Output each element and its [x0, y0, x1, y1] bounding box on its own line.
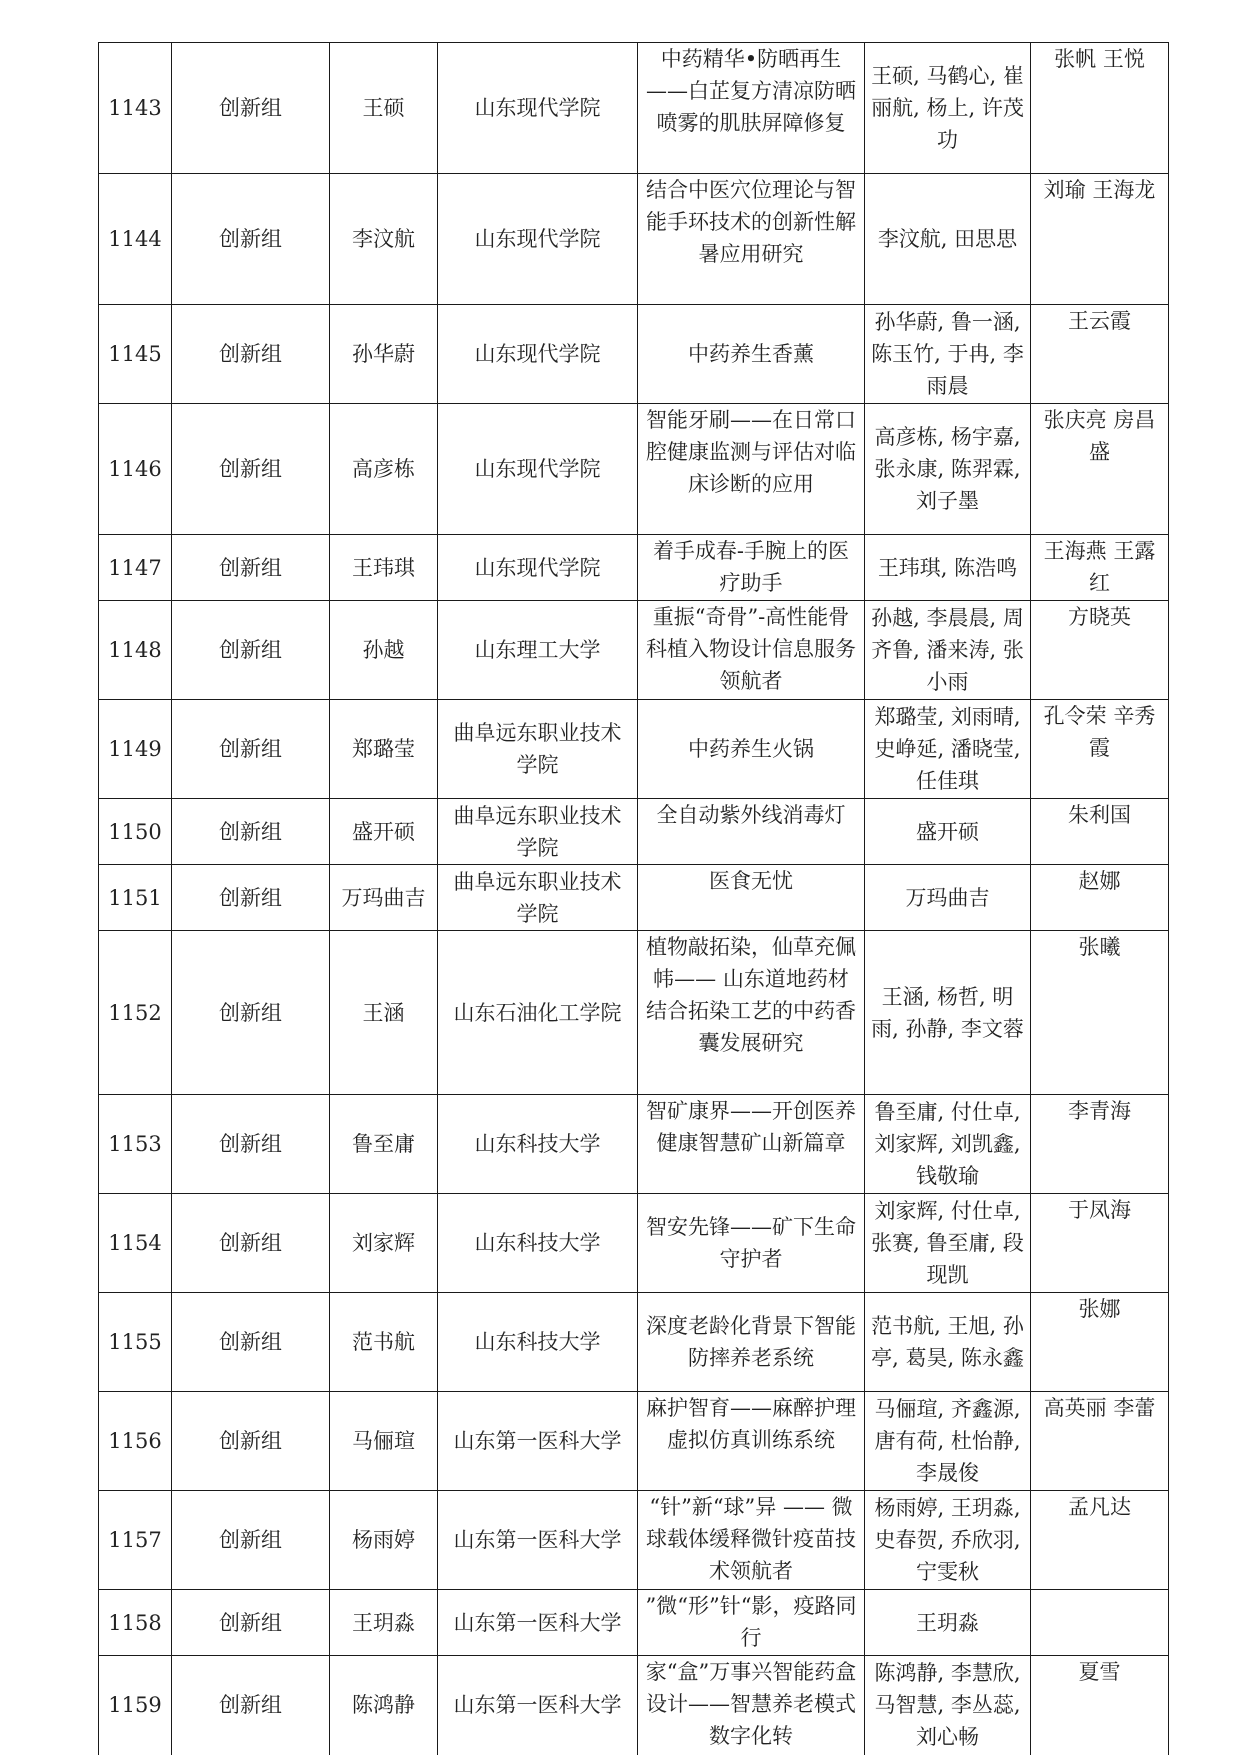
team-leader: 杨雨婷 [330, 1491, 438, 1590]
team-members: 王玮琪, 陈浩鸣 [865, 535, 1031, 601]
team-leader: 李汶航 [330, 174, 438, 305]
group-category: 创新组 [172, 174, 330, 305]
table-row [99, 174, 1169, 305]
entry-number: 1151 [99, 865, 172, 931]
team-leader: 刘家辉 [330, 1194, 438, 1293]
team-leader: 孙越 [330, 601, 438, 700]
school-name: 山东第一医科大学 [438, 1491, 638, 1590]
project-title: 中药养生香薰 [638, 305, 865, 404]
team-members: 陈鸿静, 李慧欣, 马智慧, 李丛蕊, 刘心畅 [865, 1656, 1031, 1755]
table-row [99, 799, 1169, 865]
entry-number: 1145 [99, 305, 172, 404]
school-name: 山东科技大学 [438, 1095, 638, 1194]
project-title: 全自动紫外线消毒灯 [638, 799, 865, 865]
group-category: 创新组 [172, 305, 330, 404]
entry-number: 1143 [99, 43, 172, 174]
project-title: 着手成春-手腕上的医疗助手 [638, 535, 865, 601]
entry-number: 1148 [99, 601, 172, 700]
entry-number: 1152 [99, 931, 172, 1095]
group-category: 创新组 [172, 1095, 330, 1194]
project-title: 重振“奇骨”-高性能骨科植入物设计信息服务领航者 [638, 601, 865, 700]
team-members: 范书航, 王旭, 孙亭, 葛昊, 陈永鑫 [865, 1293, 1031, 1392]
table-row [99, 404, 1169, 535]
entry-number: 1149 [99, 700, 172, 799]
team-leader: 范书航 [330, 1293, 438, 1392]
table-row [99, 1392, 1169, 1491]
table-row [99, 1590, 1169, 1656]
project-title: ”微“形”针“影，疫路同行 [638, 1590, 865, 1656]
school-name: 山东现代学院 [438, 305, 638, 404]
advisor-names: 张娜 [1031, 1293, 1169, 1392]
school-name: 山东科技大学 [438, 1194, 638, 1293]
group-category: 创新组 [172, 1491, 330, 1590]
advisor-names: 张帆 王悦 [1031, 43, 1169, 174]
advisor-names: 朱利国 [1031, 799, 1169, 865]
advisor-names: 王云霞 [1031, 305, 1169, 404]
table-row [99, 535, 1169, 601]
advisor-names: 张曦 [1031, 931, 1169, 1095]
entry-number: 1147 [99, 535, 172, 601]
school-name: 山东理工大学 [438, 601, 638, 700]
table-row [99, 1194, 1169, 1293]
entry-number: 1144 [99, 174, 172, 305]
team-leader: 万玛曲吉 [330, 865, 438, 931]
project-title: 中药养生火锅 [638, 700, 865, 799]
project-title: “针”新“球”异 —— 微球载体缓释微针疫苗技术领航者 [638, 1491, 865, 1590]
table-row [99, 700, 1169, 799]
project-title: 深度老龄化背景下智能防摔养老系统 [638, 1293, 865, 1392]
school-name: 山东第一医科大学 [438, 1392, 638, 1491]
entry-number: 1150 [99, 799, 172, 865]
advisor-names: 夏雪 [1031, 1656, 1169, 1755]
team-members: 李汶航, 田思思 [865, 174, 1031, 305]
team-members: 鲁至庸, 付仕卓, 刘家辉, 刘凯鑫, 钱敬瑜 [865, 1095, 1031, 1194]
team-members: 刘家辉, 付仕卓, 张赛, 鲁至庸, 段现凯 [865, 1194, 1031, 1293]
team-leader: 高彦栋 [330, 404, 438, 535]
team-leader: 王玮琪 [330, 535, 438, 601]
entry-number: 1159 [99, 1656, 172, 1755]
group-category: 创新组 [172, 404, 330, 535]
group-category: 创新组 [172, 1392, 330, 1491]
school-name: 山东石油化工学院 [438, 931, 638, 1095]
advisor-names: 孔令荣 辛秀霞 [1031, 700, 1169, 799]
table-row [99, 1293, 1169, 1392]
project-title: 麻护智育——麻醉护理虚拟仿真训练系统 [638, 1392, 865, 1491]
team-members: 王涵, 杨哲, 明雨, 孙静, 李文蓉 [865, 931, 1031, 1095]
team-leader: 王玥淼 [330, 1590, 438, 1656]
team-members: 孙华蔚, 鲁一涵, 陈玉竹, 于冉, 李雨晨 [865, 305, 1031, 404]
team-leader: 王涵 [330, 931, 438, 1095]
school-name: 曲阜远东职业技术学院 [438, 799, 638, 865]
entry-number: 1154 [99, 1194, 172, 1293]
school-name: 山东科技大学 [438, 1293, 638, 1392]
group-category: 创新组 [172, 1194, 330, 1293]
advisor-names: 张庆亮 房昌盛 [1031, 404, 1169, 535]
group-category: 创新组 [172, 535, 330, 601]
team-members: 马俪瑄, 齐鑫源, 唐有荷, 杜怡静, 李晟俊 [865, 1392, 1031, 1491]
team-members: 万玛曲吉 [865, 865, 1031, 931]
group-category: 创新组 [172, 1656, 330, 1755]
team-members: 孙越, 李晨晨, 周齐鲁, 潘来涛, 张小雨 [865, 601, 1031, 700]
group-category: 创新组 [172, 1590, 330, 1656]
table-row [99, 305, 1169, 404]
advisor-names: 方晓英 [1031, 601, 1169, 700]
table-row [99, 1095, 1169, 1194]
team-leader: 陈鸿静 [330, 1656, 438, 1755]
group-category: 创新组 [172, 931, 330, 1095]
table-row [99, 601, 1169, 700]
team-leader: 鲁至庸 [330, 1095, 438, 1194]
project-title: 家“盒”万事兴智能药盒设计——智慧养老模式数字化转 [638, 1656, 865, 1755]
entry-number: 1158 [99, 1590, 172, 1656]
table-row [99, 1656, 1169, 1755]
advisor-names: 李青海 [1031, 1095, 1169, 1194]
project-title: 医食无忧 [638, 865, 865, 931]
project-title: 智安先锋——矿下生命守护者 [638, 1194, 865, 1293]
advisor-names: 刘瑜 王海龙 [1031, 174, 1169, 305]
entry-number: 1157 [99, 1491, 172, 1590]
entry-number: 1153 [99, 1095, 172, 1194]
entry-number: 1156 [99, 1392, 172, 1491]
school-name: 山东现代学院 [438, 535, 638, 601]
school-name: 曲阜远东职业技术学院 [438, 865, 638, 931]
advisor-names: 王海燕 王露红 [1031, 535, 1169, 601]
table-row [99, 931, 1169, 1095]
group-category: 创新组 [172, 865, 330, 931]
award-roster-table [98, 42, 1169, 1755]
school-name: 曲阜远东职业技术学院 [438, 700, 638, 799]
table-row [99, 865, 1169, 931]
group-category: 创新组 [172, 700, 330, 799]
advisor-names: 于凤海 [1031, 1194, 1169, 1293]
advisor-names: 赵娜 [1031, 865, 1169, 931]
team-members: 王玥淼 [865, 1590, 1031, 1656]
group-category: 创新组 [172, 1293, 330, 1392]
school-name: 山东现代学院 [438, 404, 638, 535]
project-title: 植物敲拓染，仙草充佩帏—— 山东道地药材结合拓染工艺的中药香囊发展研究 [638, 931, 865, 1095]
team-members: 郑璐莹, 刘雨晴, 史峥延, 潘晓莹, 任佳琪 [865, 700, 1031, 799]
project-title: 智能牙刷——在日常口腔健康监测与评估对临床诊断的应用 [638, 404, 865, 535]
team-leader: 盛开硕 [330, 799, 438, 865]
school-name: 山东第一医科大学 [438, 1590, 638, 1656]
project-title: 中药精华•防晒再生——白芷复方清凉防晒喷雾的肌肤屏障修复 [638, 43, 865, 174]
project-title: 结合中医穴位理论与智能手环技术的创新性解暑应用研究 [638, 174, 865, 305]
team-members: 王硕, 马鹤心, 崔丽航, 杨上, 许茂功 [865, 43, 1031, 174]
advisor-names: 高英丽 李蕾 [1031, 1392, 1169, 1491]
group-category: 创新组 [172, 799, 330, 865]
project-title: 智矿康界——开创医养健康智慧矿山新篇章 [638, 1095, 865, 1194]
team-members: 杨雨婷, 王玥淼, 史春贺, 乔欣羽, 宁雯秋 [865, 1491, 1031, 1590]
entry-number: 1146 [99, 404, 172, 535]
team-members: 盛开硕 [865, 799, 1031, 865]
table-row [99, 1491, 1169, 1590]
school-name: 山东现代学院 [438, 43, 638, 174]
team-members: 高彦栋, 杨宇嘉, 张永康, 陈羿霖, 刘子墨 [865, 404, 1031, 535]
table-row [99, 43, 1169, 174]
group-category: 创新组 [172, 601, 330, 700]
team-leader: 郑璐莹 [330, 700, 438, 799]
team-leader: 孙华蔚 [330, 305, 438, 404]
team-leader: 马俪瑄 [330, 1392, 438, 1491]
school-name: 山东现代学院 [438, 174, 638, 305]
group-category: 创新组 [172, 43, 330, 174]
entry-number: 1155 [99, 1293, 172, 1392]
advisor-names [1031, 1590, 1169, 1656]
team-leader: 王硕 [330, 43, 438, 174]
school-name: 山东第一医科大学 [438, 1656, 638, 1755]
advisor-names: 孟凡达 [1031, 1491, 1169, 1590]
